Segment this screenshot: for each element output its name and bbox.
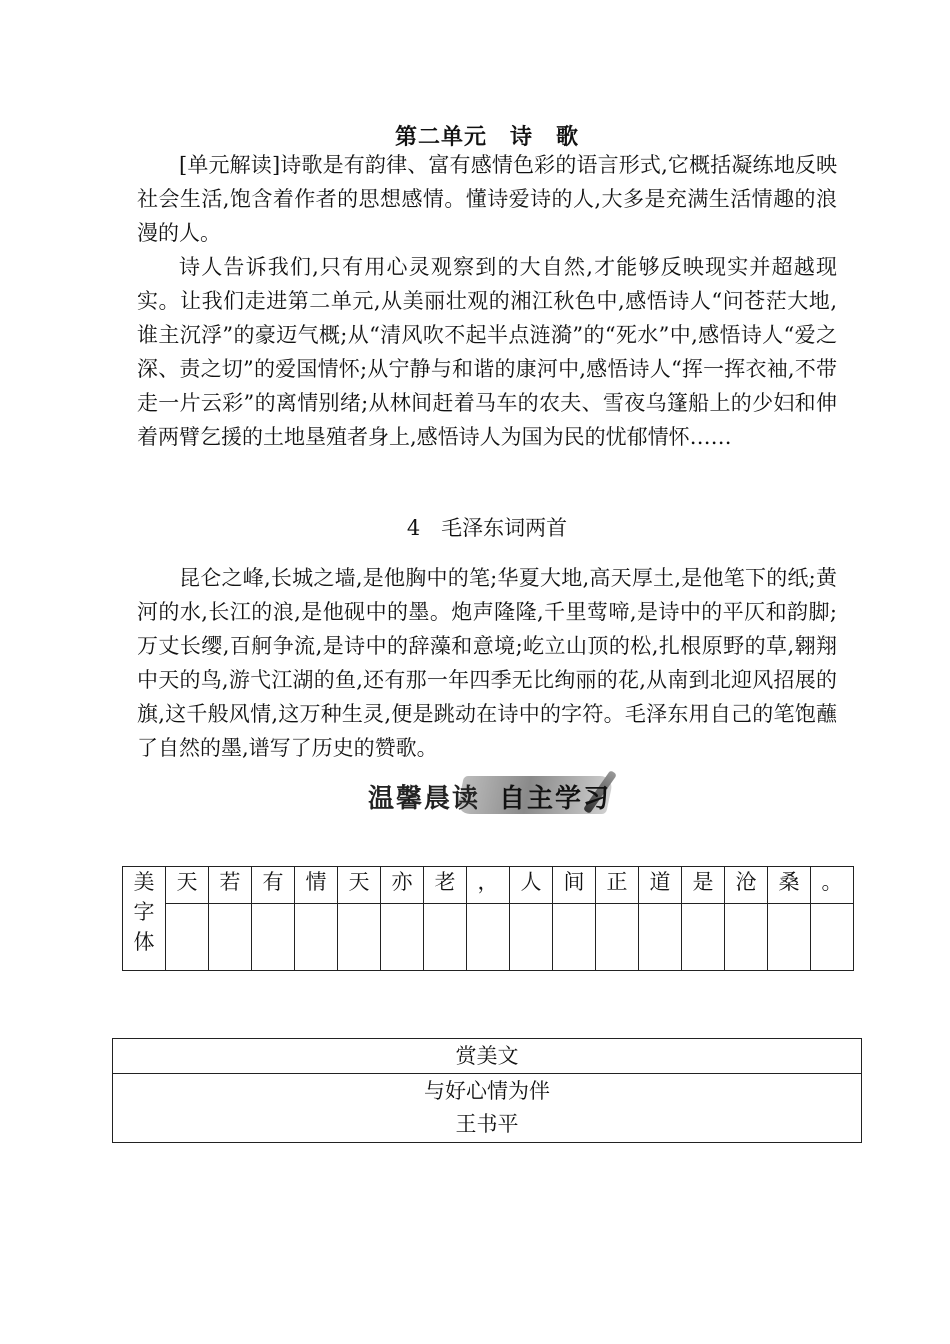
grid-writing-cell[interactable] <box>338 904 381 971</box>
grid-char: ， <box>467 867 510 904</box>
grid-label: 美 字 体 <box>123 867 166 971</box>
morning-reading-banner <box>368 770 628 820</box>
grid-char: 桑 <box>768 867 811 904</box>
unit-poets-paragraph: 诗人告诉我们,只有用心灵观察到的大自然,才能够反映现实并超越现实。让我们走进第二单元,从美丽壮观的湘江秋色中,感悟诗人“问苍茫大地,谁主沉浮”的豪迈气概;从“清风吹不起半点涟漪”的“死水”中,感悟诗人“爱之深、责之切”的爱国情怀;从宁静与和谐的康河中,感悟诗人“挥一挥衣袖,不带走一片云彩”的离情别绪;从林间赶着马车的农夫、雪夜乌篷船上的少妇和伸着两臂乞援的土地垦殖者身上,感悟诗人为国为民的忧郁情怀…… <box>137 255 837 449</box>
appreciation-header: 赏美文 <box>113 1039 862 1074</box>
grid-writing-cell[interactable] <box>381 904 424 971</box>
grid-char: 道 <box>639 867 682 904</box>
grid-char: 天 <box>166 867 209 904</box>
appreciation-box <box>112 1038 862 1143</box>
grid-char: 情 <box>295 867 338 904</box>
grid-char: 老 <box>424 867 467 904</box>
grid-writing-cell[interactable] <box>166 904 209 971</box>
grid-char: 正 <box>596 867 639 904</box>
lesson-title: 4 毛泽东词两首 <box>406 516 568 540</box>
appreciation-body <box>113 1074 862 1143</box>
grid-writing-cell[interactable] <box>209 904 252 971</box>
lesson-intro-paragraph: 昆仑之峰,长城之墙,是他胸中的笔;华夏大地,高天厚土,是他笔下的纸;黄河的水,长江的浪,是他砚中的墨。炮声隆隆,千里莺啼,是诗中的平仄和韵脚;万丈长缨,百舸争流,是诗中的辞藻和意境;屹立山顶的松,扎根原野的草,翱翔中天的鸟,游弋江湖的鱼,还有那一年四季无比绚丽的花,从南到北迎风招展的旗,这千般风情,这万种生灵,便是跳动在诗中的字符。毛泽东用自己的笔饱蘸了自然的墨,谱写了历史的赞歌。 <box>137 566 837 760</box>
grid-writing-cell[interactable] <box>553 904 596 971</box>
grid-char: 沧 <box>725 867 768 904</box>
grid-writing-cell[interactable] <box>682 904 725 971</box>
grid-writing-cell[interactable] <box>424 904 467 971</box>
banner-text-self-study: 自主学习 <box>499 784 612 814</box>
grid-char: 间 <box>553 867 596 904</box>
calligraphy-practice-grid <box>122 866 854 971</box>
banner-text-morning-reading: 温馨晨读 <box>368 784 481 814</box>
grid-char: 若 <box>209 867 252 904</box>
grid-char: 有 <box>252 867 295 904</box>
grid-char: 是 <box>682 867 725 904</box>
unit-title: 第二单元 诗 歌 <box>394 124 579 150</box>
grid-writing-cell[interactable] <box>252 904 295 971</box>
grid-char: 天 <box>338 867 381 904</box>
unit-intro-paragraph: [单元解读]诗歌是有韵律、富有感情色彩的语言形式,它概括凝练地反映社会生活,饱含着作者的思想感情。懂诗爱诗的人,大多是充满生活情趣的浪漫的人。 <box>137 153 837 245</box>
grid-writing-cell[interactable] <box>510 904 553 971</box>
grid-writing-cell[interactable] <box>725 904 768 971</box>
grid-char: 人 <box>510 867 553 904</box>
essay-author: 王书平 <box>455 1112 519 1136</box>
grid-char: 亦 <box>381 867 424 904</box>
grid-writing-cell[interactable] <box>811 904 854 971</box>
grid-writing-cell[interactable] <box>295 904 338 971</box>
grid-writing-cell[interactable] <box>596 904 639 971</box>
essay-title: 与好心情为伴 <box>424 1079 550 1103</box>
grid-writing-cell[interactable] <box>467 904 510 971</box>
grid-char: 。 <box>811 867 854 904</box>
grid-writing-cell[interactable] <box>768 904 811 971</box>
grid-writing-cell[interactable] <box>639 904 682 971</box>
